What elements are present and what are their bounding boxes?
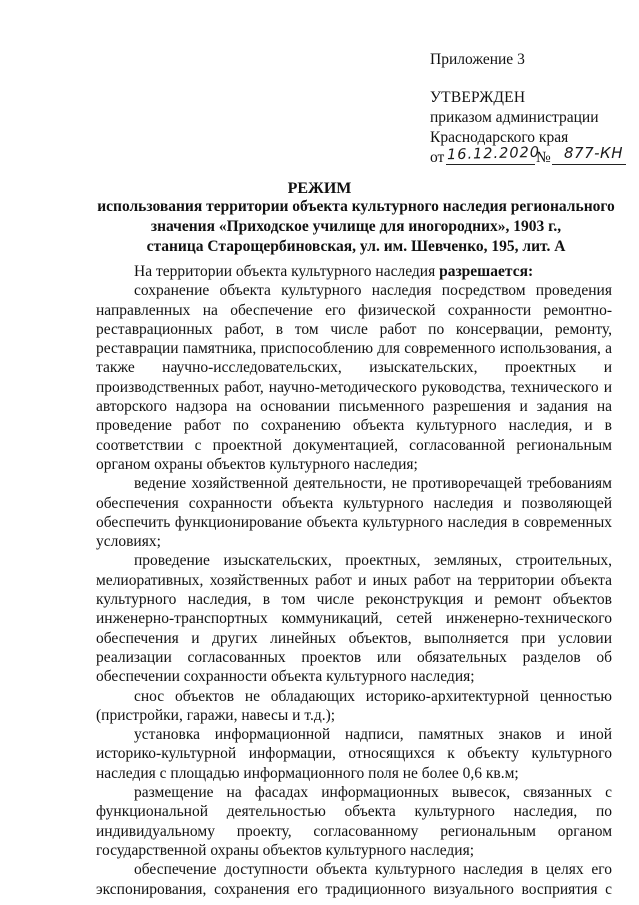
body-paragraph: сохранение объекта культурного наследия посредством проведения направленных на обеспечение его физической сохранности ремонтно-реставрационных работ, в том числе работ по консервации, ремонту, реставрации памятника, приспособлению для современного использования, а также научно-исследовательских, изыскательских, проектных и производственных работ, научно-методического руководства, технического и авторского надзора на основании письменного разрешения и задания на проведение работ по сохранению объекта культурного наследия, и в соответствии с проектной документацией, согласованной региональным органом охраны объектов культурного наследия; — [96, 282, 612, 473]
body-paragraph: снос объектов не обладающих историко-архитектурной ценностью (пристройки, гаражи, навесы и т.д.); — [96, 687, 612, 724]
approved-title: УТВЕРЖДЕН — [430, 89, 526, 106]
handwritten-date: 16.12.2020 — [446, 144, 541, 164]
approved-by-line2: Краснодарского края — [430, 129, 569, 146]
lead-text: На территории объекта культурного наследия — [134, 263, 440, 280]
document-body — [96, 262, 612, 899]
subtitle-line: станица Старощербиновская, ул. им. Шевченко, 195, лит. А — [146, 238, 566, 255]
appendix-label: Приложение 3 — [430, 51, 525, 68]
body-paragraph: проведение изыскательских, проектных, земляных, строительных, мелиоративных, хозяйственных работ и иных работ на территории объекта культурного наследия, в том числе реконструкция и ремонт объектов инженерно-транспортных коммуникаций, сетей инженерно-технического обеспечения и других линейных объектов, выполняется при условии реализации согласованных проектов или обязательных разделов об обеспечении сохранности объекта культурного наследия; — [96, 552, 612, 686]
subtitle-line: значения «Приходское училище для иногородних», 1903 г., — [150, 218, 562, 235]
from-label: от — [430, 149, 445, 166]
number-underline — [552, 164, 626, 165]
date-number-line — [430, 144, 630, 169]
document-title: РЕЖИМ — [287, 180, 352, 197]
number-sign: № — [536, 149, 551, 166]
approved-by-line1: приказом администрации — [430, 109, 599, 126]
body-paragraph: установка информационной надписи, памятных знаков и иной историко-культурной информации, относящихся к объекту культурного наследия с площадью информационного поля не более 0,6 кв.м; — [96, 726, 612, 782]
handwritten-number: 877-КН — [564, 144, 623, 162]
body-paragraph: размещение на фасадах информационных вывесок, связанных с функциональной деятельностью объекта культурного наследия, по индивидуальному проекту, согласованному региональным органом государственной охраны объектов культурного наследия; — [96, 784, 612, 859]
subtitle-line: использования территории объекта культурного наследия регионального — [97, 198, 615, 215]
approval-block — [430, 88, 630, 169]
date-underline — [446, 164, 535, 165]
document-subtitle — [96, 197, 616, 257]
lead-bold: разрешается: — [439, 263, 534, 280]
body-paragraph: ведение хозяйственной деятельности, не противоречащей требованиям обеспечения сохранности объекта культурного наследия и позволяющей обеспечить функционирование объекта культурного наследия в современных условиях; — [96, 475, 612, 551]
lead-paragraph — [96, 262, 612, 281]
body-paragraph: обеспечение доступности объекта культурного наследия в целях его экспонирования, сохранения его традиционного визуального восприятия с — [96, 861, 612, 898]
